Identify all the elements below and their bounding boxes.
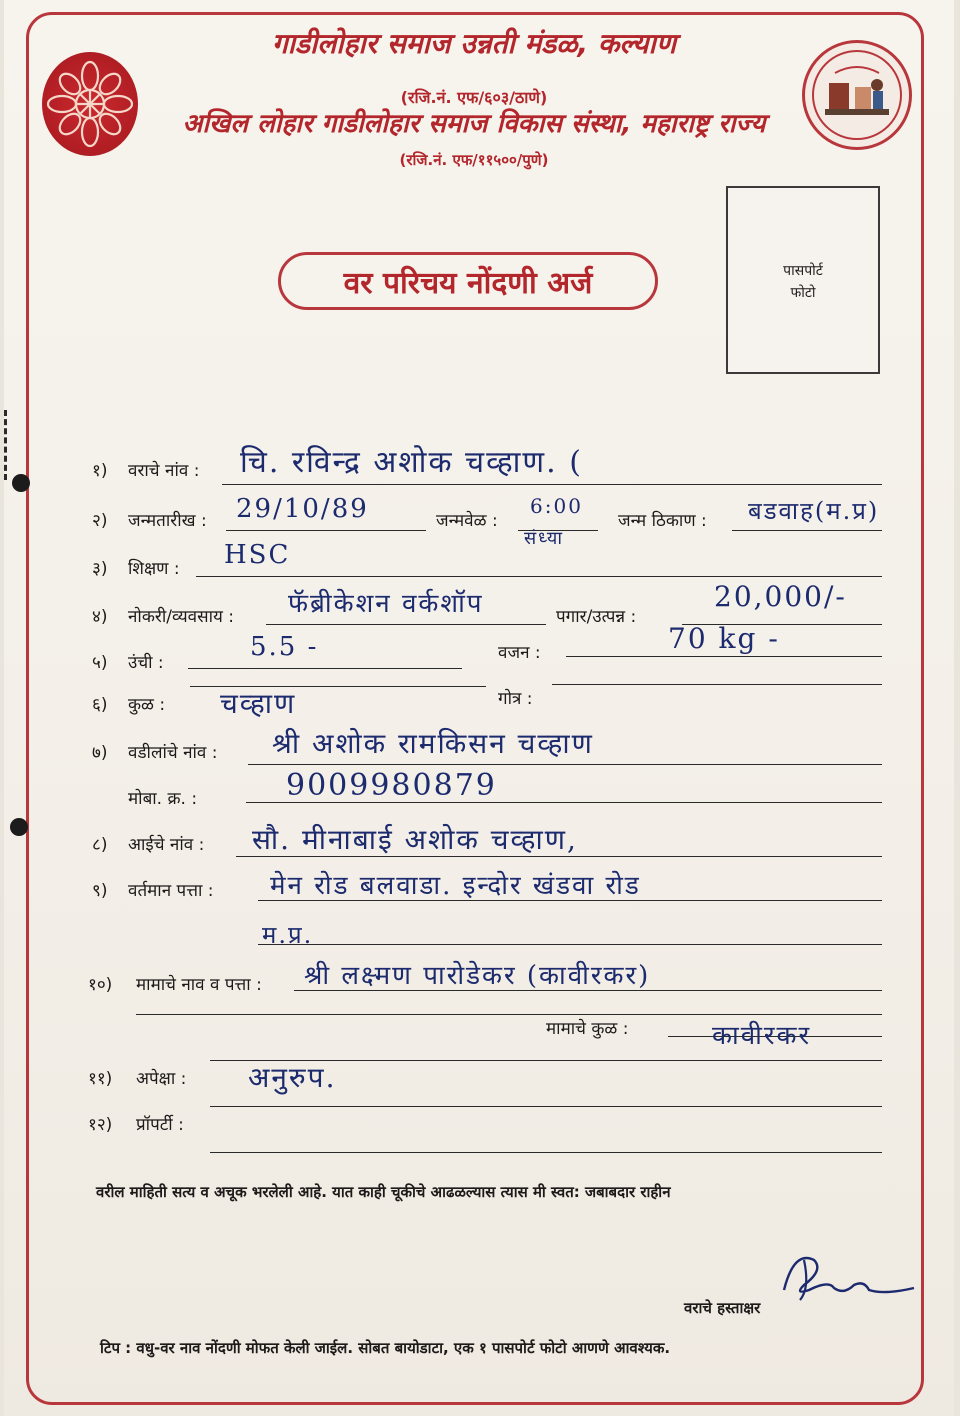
maternal-uncle-label: मामाचे नाव व पत्ता :: [136, 975, 262, 995]
salary-label: पगार/उत्पन्न :: [556, 607, 637, 627]
torn-edge: [4, 410, 22, 480]
field-number-10: १०): [88, 975, 113, 995]
education-line: [196, 576, 882, 577]
field-number-9: ९): [92, 881, 108, 901]
declaration-text: वरील माहिती सत्य व अचूक भरलेली आहे. यात काही चूकीचे आढळल्यास त्यास मी स्वत: जबाबदार राहीन: [96, 1183, 671, 1201]
property-line: [210, 1152, 882, 1153]
field-number-8: ८): [92, 835, 108, 855]
field-number-11: ११): [88, 1069, 113, 1089]
field-number-4: ४): [92, 607, 108, 627]
address-value: मेन रोड बलवाडा. इन्दोर खंडवा रोड: [270, 871, 641, 901]
federation-title: अखिल लोहार गाडीलोहार समाज विकास संस्था, महाराष्ट्र राज्य: [182, 109, 766, 139]
footer-note: टिप : वधु-वर नाव नोंदणी मोफत केली जाईल. सोबत बायोडाटा, एक १ पासपोर्ट फोटो आणणे आवश्यक.: [100, 1339, 671, 1357]
field-number-6: ६): [92, 695, 108, 715]
mobile-value: 9009980879: [286, 768, 497, 803]
address-line-2: [258, 944, 882, 945]
form-sheet: [4, 0, 954, 1416]
field-number-7: ७): [92, 743, 108, 763]
groom-signature-icon: [774, 1240, 924, 1310]
height-label: उंची :: [128, 653, 164, 673]
flower-emblem-icon: [42, 52, 138, 156]
field-number-3: ३): [92, 559, 108, 579]
photo-label-line1: पासपोर्ट: [783, 263, 823, 279]
occupation-label: नोकरी/व्यवसाय :: [128, 607, 234, 627]
weight-label: वजन :: [498, 643, 541, 663]
expectation-label: अपेक्षा :: [136, 1069, 187, 1089]
clan-label: कुळ :: [128, 695, 166, 715]
maternal-clan-label: मामाचे कुळ :: [546, 1019, 629, 1039]
birth-date-label: जन्मतारीख :: [128, 511, 207, 531]
mother-name-label: आईचे नांव :: [128, 835, 205, 855]
blacksmith-illustration-icon: [805, 43, 909, 147]
occupation-value: फॅब्रीकेशन वर्कशॉप: [288, 589, 484, 619]
groom-name-line: [222, 484, 882, 485]
gotra-label: गोत्र :: [498, 689, 533, 709]
education-label: शिक्षण :: [128, 559, 180, 579]
punch-hole-bottom: [10, 818, 28, 836]
birth-date-value: 29/10/89: [236, 494, 369, 524]
federation-registration: (रजि.नं. एफ/११५००/पुणे): [399, 151, 549, 169]
father-name-line: [248, 764, 882, 765]
field-number-12: १२): [88, 1115, 113, 1135]
photo-label-line2: फोटो: [790, 285, 816, 301]
form-title: [278, 252, 658, 310]
height-line: [188, 668, 462, 669]
birth-place-line: [732, 530, 882, 531]
expectation-line-2: [210, 1106, 882, 1107]
groom-name-label: वराचे नांव :: [128, 461, 200, 481]
form-title-text: वर परिचय नोंदणी अर्ज: [343, 265, 593, 301]
weight-line: [566, 656, 882, 657]
maternal-uncle-value: श्री लक्ष्मण पारोडेकर (कावीरकर): [304, 961, 651, 991]
field-number-1: १): [92, 461, 108, 481]
maternal-uncle-line-2: [136, 1014, 882, 1015]
birth-place-value: बडवाह(म.प्र): [748, 497, 880, 525]
address-value-line2: म.प्र.: [262, 921, 314, 949]
salary-value: 20,000/-: [714, 580, 847, 613]
occupation-line: [266, 624, 546, 625]
height-value: 5.5 -: [250, 632, 319, 662]
birth-time-period: संध्या: [524, 528, 565, 549]
address-label: वर्तमान पत्ता :: [128, 881, 214, 901]
weight-value: 70 kg -: [668, 622, 780, 655]
organization-title: गाडीलोहार समाज उन्नती मंडळ, कल्याण: [272, 27, 676, 60]
birth-time-label: जन्मवेळ :: [436, 511, 498, 531]
birth-place-label: जन्म ठिकाण :: [618, 511, 707, 531]
left-seal-logo: [42, 52, 138, 156]
father-name-label: वडीलांचे नांव :: [128, 743, 218, 763]
birth-time-value: 6:00: [530, 494, 583, 518]
field-number-5: ५): [92, 653, 108, 673]
passport-photo-box: [726, 186, 880, 374]
gotra-line: [552, 684, 882, 685]
organization-registration: (रजि.नं. एफ/६०३/ठाणे): [400, 88, 548, 107]
maternal-clan-value: कावीरकर: [712, 1021, 812, 1051]
birth-date-line: [226, 530, 426, 531]
property-label: प्रॉपर्टी :: [136, 1115, 184, 1135]
education-value: HSC: [224, 540, 291, 570]
clan-value: चव्हाण: [220, 687, 297, 720]
punch-hole-top: [12, 474, 30, 492]
field-number-2: २): [92, 511, 108, 531]
expectation-value: अनुरुप.: [248, 1061, 337, 1094]
groom-name-value: चि. रविन्द्र अशोक चव्हाण. (: [240, 445, 583, 480]
mobile-label: मोबा. क्र. :: [128, 789, 198, 809]
mother-name-value: सौ. मीनाबाई अशोक चव्हाण,: [252, 823, 578, 856]
father-name-value: श्री अशोक रामकिसन चव्हाण: [272, 727, 594, 760]
signature-label: वराचे हस्ताक्षर: [684, 1299, 761, 1317]
right-seal-logo: [802, 40, 912, 150]
